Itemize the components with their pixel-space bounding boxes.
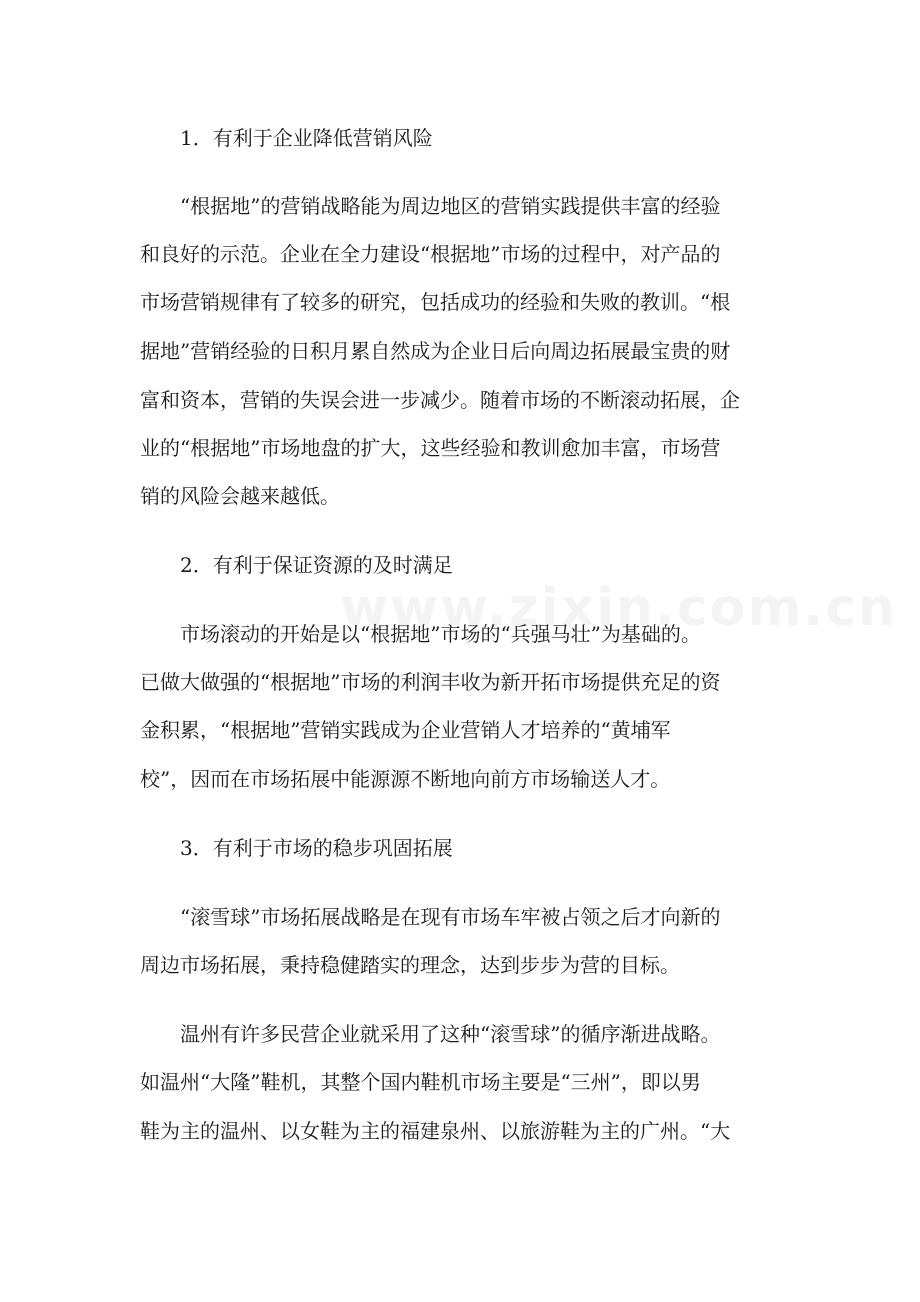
paragraph-line: 鞋为主的温州、以女鞋为主的福建泉州、以旅游鞋为主的广州。“大 bbox=[140, 1119, 731, 1143]
paragraph-line: 已做大做强的“根据地”市场的利润丰收为新开拓市场提供充足的资 bbox=[140, 670, 721, 694]
paragraph-line: 校”，因而在市场拓展中能源源不断地向前方市场输送人才。 bbox=[140, 767, 671, 791]
paragraph-line: 销的风险会越来越低。 bbox=[140, 484, 340, 508]
paragraph-line: “滚雪球”市场拓展战略是在现有市场车牢被占领之后才向新的 bbox=[180, 905, 721, 929]
paragraph-line: “根据地”的营销战略能为周边地区的营销实践提供丰富的经验 bbox=[180, 194, 721, 218]
paragraph-line: 和良好的示范。企业在全力建设“根据地”市场的过程中，对产品的 bbox=[140, 242, 721, 266]
paragraph-line: 富和资本，营销的失误会进一步减少。随着市场的不断滚动拓展，企 bbox=[140, 388, 740, 412]
paragraph-line: 业的“根据地”市场地盘的扩大，这些经验和教训愈加丰富，市场营 bbox=[140, 436, 721, 460]
paragraph-line: 如温州“大隆”鞋机，其整个国内鞋机市场主要是“三州”，即以男 bbox=[140, 1070, 701, 1094]
paragraph-line: 温州有许多民营企业就采用了这种“滚雪球”的循序渐进战略。 bbox=[180, 1022, 721, 1046]
section-1-heading: 1．有利于企业降低营销风险 bbox=[180, 126, 433, 150]
paragraph-line: 周边市场拓展，秉持稳健踏实的理念，达到步步为营的目标。 bbox=[140, 953, 680, 977]
paragraph-line: 据地”营销经验的日积月累自然成为企业日后向周边拓展最宝贵的财 bbox=[140, 339, 731, 363]
paragraph-line: 市场滚动的开始是以“根据地”市场的“兵强马壮”为基础的。 bbox=[180, 622, 701, 646]
section-2-heading: 2．有利于保证资源的及时满足 bbox=[180, 553, 453, 577]
section-3-heading: 3．有利于市场的稳步巩固拓展 bbox=[180, 836, 453, 860]
paragraph-line: 市场营销规律有了较多的研究，包括成功的经验和失败的教训。“根 bbox=[140, 290, 731, 314]
paragraph-line: 金积累，“根据地”营销实践成为企业营销人才培养的“黄埔军 bbox=[140, 718, 671, 742]
